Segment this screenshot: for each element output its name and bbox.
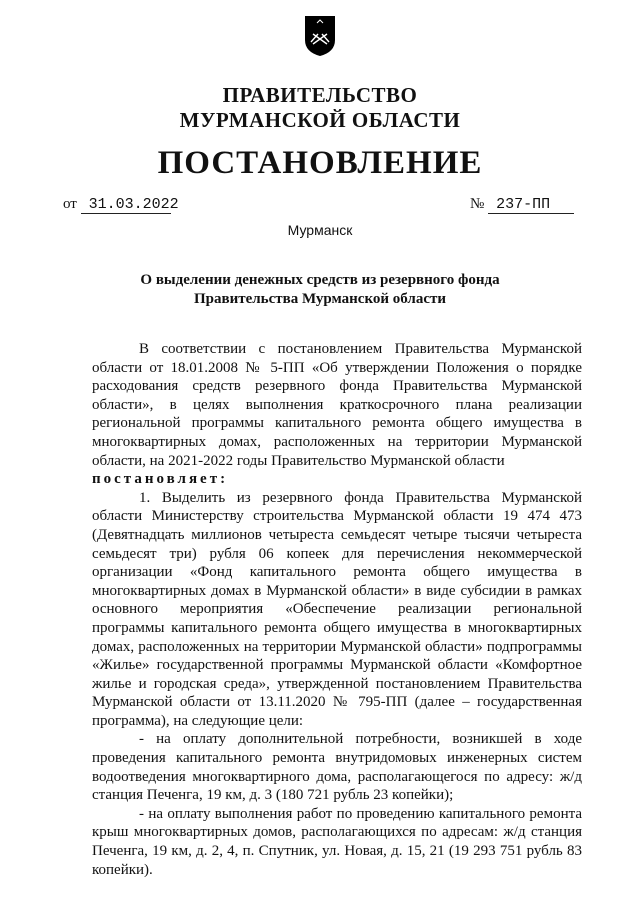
decree-date: 31.03.2022 xyxy=(81,196,171,214)
document-body xyxy=(92,340,582,879)
decree-number: 237-ПП xyxy=(488,196,574,214)
coat-of-arms-icon xyxy=(303,14,337,58)
preamble-paragraph: В соответствии с постановлением Правительства Мурманской области от 18.01.2008 № 5-ПП «Об утверждении Положения о порядке расходования средств резервного фонда Правительства Мурманской области», в целях выполнения краткосрочного плана реализации региональной программы капитального ремонта общего имущества в многоквартирных домах, расположенных на территории Мурманской области, на 2021-2022 годы Правительство Мурманской области xyxy=(92,341,582,469)
city: Мурманск xyxy=(287,222,353,238)
government-title-line1: ПРАВИТЕЛЬСТВО xyxy=(222,83,418,107)
resolves-word: постановляет: xyxy=(92,471,229,488)
subject-line1: О выделении денежных средств из резервного фонда xyxy=(140,272,500,288)
purpose2-paragraph: - на оплату выполнения работ по проведению капитального ремонта крыш многоквартирных домов, располагающихся по адресам: ж/д станция Печенга, 19 км, д. 2, 4, п. Спутник, ул. Новая, д. 15, 21 (19 293 751 рубль 83 копейки). xyxy=(92,805,582,878)
subject-heading xyxy=(0,271,640,309)
document-type-title: ПОСТАНОВЛЕНИЕ xyxy=(157,145,483,181)
purpose1-paragraph: - на оплату дополнительной потребности, возникшей в ходе проведения капитального ремонта внутридомовых инженерных систем водоотведения многоквартирного дома, располагающегося по адресу: ж/д станция Печенга, 19 км, д. 3 (180 721 рубль 23 копейки); xyxy=(92,731,582,804)
date-block xyxy=(63,196,179,214)
number-prefix: № xyxy=(470,196,485,212)
resolves-line xyxy=(92,470,582,489)
government-title-line2: МУРМАНСКОЙ ОБЛАСТИ xyxy=(179,108,461,132)
number-block xyxy=(470,196,574,214)
subject-line2: Правительства Мурманской области xyxy=(193,291,447,307)
date-prefix: от xyxy=(63,196,77,212)
item1-paragraph: 1. Выделить из резервного фонда Правительства Мурманской области Министерству строительства Мурманской области 19 474 473 (Девятнадцать миллионов четыреста семьдесят четыре тысячи четыреста семьдесят три) рубля 06 копеек для перечисления некоммерческой организации «Фонд капитального ремонта общего имущества в многоквартирных домах в Мурманской области» в виде субсидии в рамках основного мероприятия «Обеспечение реализации региональной программы капитального ремонта общего имущества в многоквартирных домах, расположенных на территории Мурманской области» подпрограммы «Жилье» государственной программы Мурманской области «Комфортное жилье и городская среда», утвержденной постановлением Правительства Мурманской области от 13.11.2020 № 795-ПП (далее – государственная программа), на следующие цели: xyxy=(92,489,582,729)
